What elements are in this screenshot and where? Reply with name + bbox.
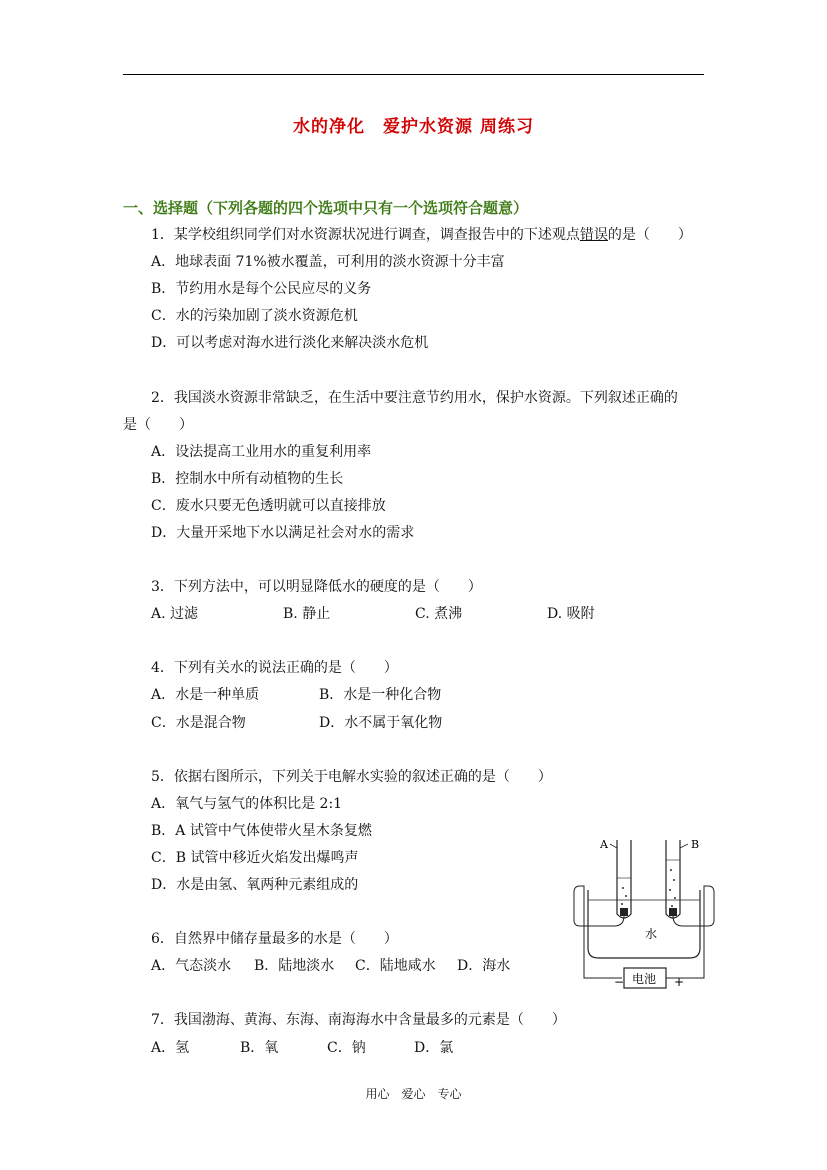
- question-2-stem: 2．我国淡水资源非常缺乏，在生活中要注意节约用水，保护水资源。下列叙述正确的: [151, 390, 678, 406]
- q6-option-d: D．海水: [457, 958, 511, 974]
- header-rule: [123, 74, 704, 75]
- tube-b-label: B: [691, 838, 700, 851]
- q4-option-d: D．水不属于氧化物: [319, 715, 443, 731]
- q2-option-b: B．控制水中所有动植物的生长: [151, 471, 344, 487]
- q2-option-d: D．大量开采地下水以满足社会对水的需求: [151, 525, 415, 541]
- q5-option-a: A．氧气与氢气的体积比是 2:1: [151, 796, 343, 812]
- q5-option-d: D．水是由氢、氧两种元素组成的: [151, 877, 359, 893]
- section-heading: 一、选择题（下列各题的四个选项中只有一个选项符合题意）: [123, 199, 529, 217]
- tube-a-label: A: [600, 838, 608, 851]
- q6-option-c: C．陆地咸水: [355, 958, 436, 974]
- q3-option-c: C. 煮沸: [415, 606, 463, 622]
- question-4-stem: 4．下列有关水的说法正确的是（ ）: [151, 660, 398, 676]
- q6-option-b: B．陆地淡水: [254, 958, 335, 974]
- question-7-stem: 7．我国渤海、黄海、东海、南海海水中含量最多的元素是（ ）: [151, 1012, 566, 1028]
- q6-option-a: A．气态淡水: [151, 958, 232, 974]
- q1-option-b: B．节约用水是每个公民应尽的义务: [151, 281, 372, 297]
- q4-option-c: C．水是混合物: [151, 715, 246, 731]
- q7-option-c: C．钠: [327, 1040, 366, 1056]
- page-title: 水的净化 爱护水资源 周练习: [293, 117, 534, 137]
- q1-option-c: C．水的污染加剧了淡水资源危机: [151, 308, 358, 324]
- question-3-stem: 3．下列方法中，可以明显降低水的硬度的是（ ）: [151, 579, 482, 595]
- battery-label: 电池: [632, 972, 657, 986]
- q3-option-d: D. 吸附: [547, 606, 595, 622]
- q3-option-b: B. 静止: [283, 606, 331, 622]
- question-2-stem-cont: 是（ ）: [123, 417, 193, 433]
- q3-option-a: A. 过滤: [151, 606, 199, 622]
- question-6-stem: 6．自然界中储存量最多的水是（ ）: [151, 931, 398, 947]
- question-1-stem: 1．某学校组织同学们对水资源状况进行调查，调查报告中的下述观点错误的是（ ）: [151, 227, 692, 243]
- q4-option-a: A．水是一种单质: [151, 687, 260, 703]
- battery-minus: −: [614, 975, 625, 989]
- page-footer: 用心 爱心 专心: [365, 1087, 462, 1101]
- electrolysis-diagram: [570, 830, 720, 1002]
- water-label: 水: [645, 927, 658, 941]
- q5-option-c: C．B 试管中移近火焰发出爆鸣声: [151, 850, 359, 866]
- q1-option-a: A．地球表面 71%被水覆盖，可利用的淡水资源十分丰富: [151, 254, 505, 270]
- battery-plus: +: [674, 975, 685, 989]
- q2-option-c: C．废水只要无色透明就可以直接排放: [151, 498, 386, 514]
- q7-option-b: B．氧: [240, 1040, 279, 1056]
- q2-option-a: A．设法提高工业用水的重复利用率: [151, 444, 372, 460]
- q7-option-d: D．氯: [414, 1040, 454, 1056]
- q4-option-b: B．水是一种化合物: [319, 687, 442, 703]
- question-5-stem: 5．依据右图所示，下列关于电解水实验的叙述正确的是（ ）: [151, 769, 552, 785]
- q1-option-d: D．可以考虑对海水进行淡化来解决淡水危机: [151, 335, 429, 351]
- q7-option-a: A．氢: [151, 1040, 190, 1056]
- q5-option-b: B．A 试管中气体使带火星木条复燃: [151, 823, 372, 839]
